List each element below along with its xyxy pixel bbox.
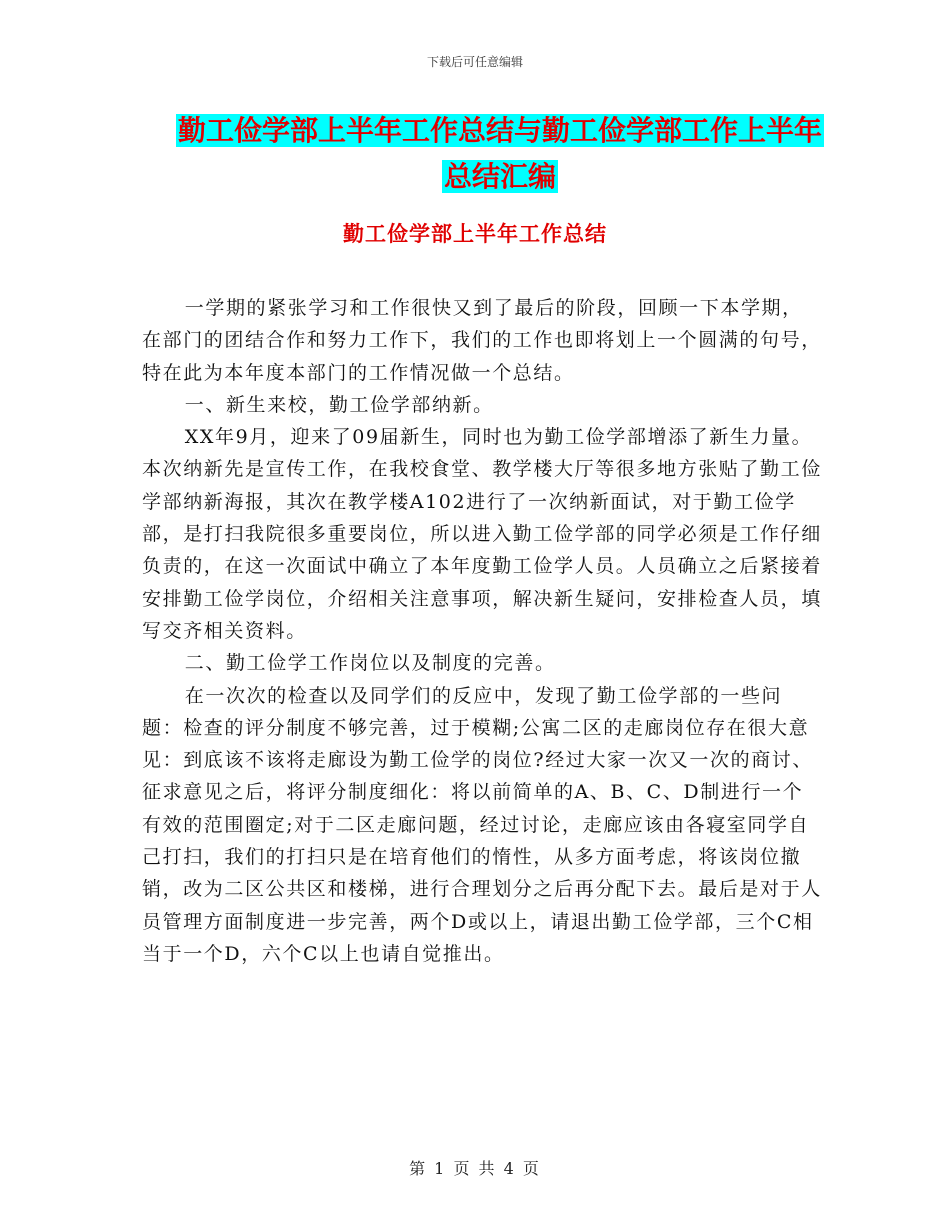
paragraph-recruitment: XX年9月，迎来了09届新生，同时也为勤工俭学部增添了新生力量。本次纳新先是宣传工作，在我校食堂、教学楼大厅等很多地方张贴了勤工俭学部纳新海报，其次在教学楼A102进行了一次纳新面试，对于勤工俭学部，是打扫我院很多重要岗位，所以进入勤工俭学部的同学必须是工作仔细负责的，在这一次面试中确立了本年度勤工俭学人员。人员确立之后紧接着安排勤工俭学岗位，介绍相关注意事项，解决新生疑问，安排检查人员，填写交齐相关资料。 [142, 426, 822, 642]
document-title [120, 108, 880, 200]
heading-item-2: 二、勤工俭学工作岗位以及制度的完善。 [184, 652, 556, 675]
header-note: 下载后可任意编辑 [426, 55, 523, 69]
body-text [142, 292, 822, 970]
document-title-line-1: 勤工俭学部上半年工作总结与勤工俭学部工作上半年 [177, 114, 822, 147]
paragraph-intro: 一学期的紧张学习和工作很快又到了最后的阶段，回顾一下本学期，在部门的团结合作和努力工作下，我们的工作也即将划上一个圆满的句号，特在此为本年度本部门的工作情况做一个总结。 [142, 297, 822, 384]
paragraph-system-improvement: 在一次次的检查以及同学们的反应中，发现了勤工俭学部的一些问题：检查的评分制度不够完善，过于模糊;公寓二区的走廊岗位存在很大意见：到底该不该将走廊设为勤工俭学的岗位?经过大家一次又一次的商讨、征求意见之后，将评分制度细化：将以前简单的A、B、C、D制进行一个有效的范围圈定;对于二区走廊问题，经过讨论，走廊应该由各寝室同学自己打扫，我们的打扫只是在培育他们的惰性，从多方面考虑，将该岗位撤销，改为二区公共区和楼梯，进行合理划分之后再分配下去。最后是对于人员管理方面制度进一步完善，两个D或以上，请退出勤工俭学部，三个C相当于一个D，六个C以上也请自觉推出。 [142, 684, 822, 965]
section-title: 勤工俭学部上半年工作总结 [343, 222, 607, 246]
document-title-line-2: 总结汇编 [443, 160, 556, 193]
page-footer: 第 1 页 共 4 页 [409, 1159, 541, 1178]
heading-item-1: 一、新生来校，勤工俭学部纳新。 [184, 393, 494, 416]
